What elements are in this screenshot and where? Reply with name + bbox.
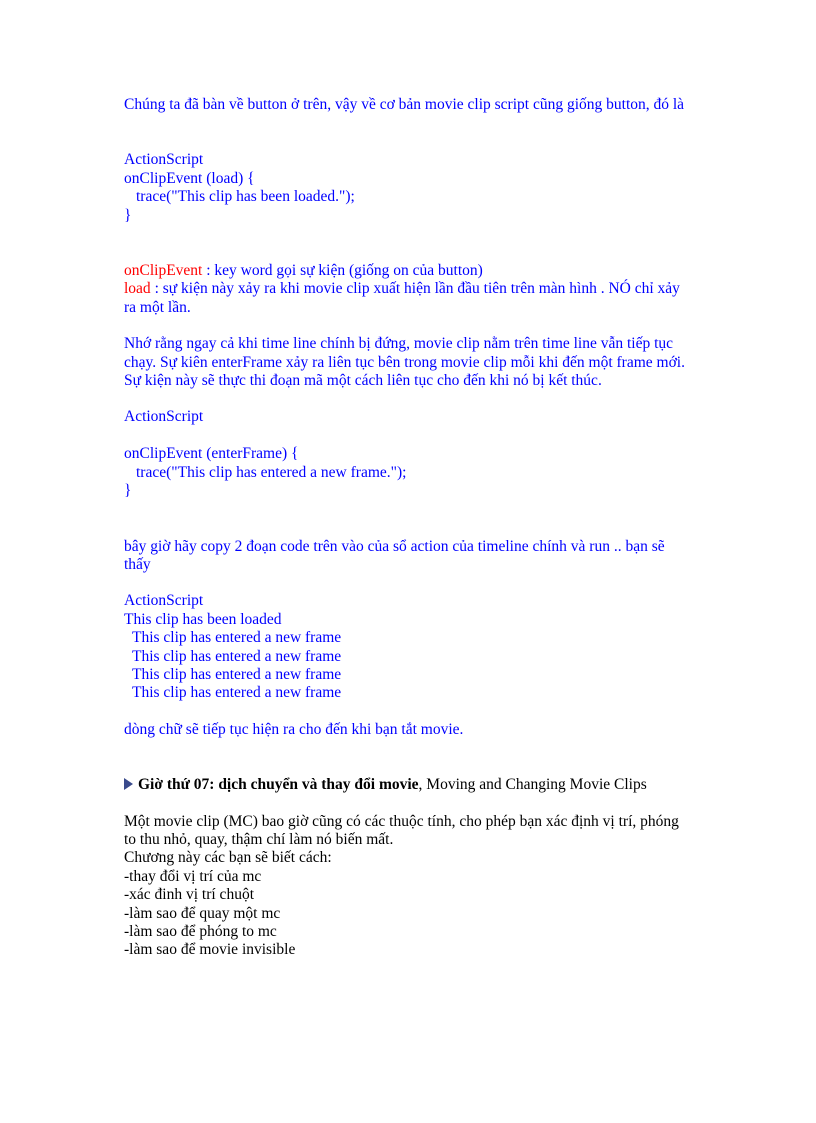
output-line: This clip has entered a new frame	[132, 647, 342, 665]
output-label: ActionScript	[124, 592, 204, 610]
output-line: This clip has entered a new frame	[132, 684, 342, 702]
definitions	[124, 262, 704, 317]
output-line: This clip has been loaded	[124, 610, 282, 628]
list-item: -làm sao để quay một mc	[124, 904, 281, 922]
desc-load: : sự kiện này xảy ra khi movie clip xuất hiện lần đầu tiên trên màn hình . NÓ chỉ xảy ra một lần.	[124, 280, 680, 316]
list-item: -xác đinh vị trí chuột	[124, 886, 254, 904]
term-load: load	[124, 280, 151, 298]
arrow-icon	[124, 778, 133, 790]
code-line: }	[124, 206, 132, 224]
output-line: This clip has entered a new frame	[132, 665, 342, 683]
term-onclipevent: onClipEvent	[124, 262, 203, 280]
copy-run-paragraph: bây giờ hãy copy 2 đoạn code trên vào của sổ action của timeline chính và run .. bạn sẽ thấy	[124, 537, 665, 573]
list-item: -làm sao để movie invisible	[124, 941, 296, 959]
section-lead: Chương này các bạn sẽ biết cách:	[124, 849, 332, 867]
code-line: onClipEvent (enterFrame) {	[124, 445, 299, 463]
code-line: trace("This clip has entered a new frame.");	[136, 463, 407, 481]
document-page	[124, 96, 704, 960]
section-heading	[124, 776, 704, 794]
output-line: This clip has entered a new frame	[132, 629, 342, 647]
code-label: ActionScript	[124, 151, 204, 169]
code-line: trace("This clip has been loaded.");	[136, 188, 355, 206]
section-intro: Một movie clip (MC) bao giờ cũng có các thuộc tính, cho phép bạn xác định vị trí, phóng to thu nhỏ, quay, thậm chí làm nó biến mất.	[124, 812, 679, 848]
code-spacer	[124, 427, 704, 445]
closing-paragraph: dòng chữ sẽ tiếp tục hiện ra cho đến khi bạn tắt movie.	[124, 720, 464, 738]
section-title-rest: , Moving and Changing Movie Clips	[418, 776, 647, 794]
code-line: }	[124, 482, 132, 500]
desc-onclipevent: : key word gọi sự kiện (giống on của button)	[202, 262, 483, 280]
list-item: -làm sao để phóng to mc	[124, 923, 277, 940]
list-item: -thay đổi vị trí của mc	[124, 867, 262, 885]
output-block	[124, 592, 704, 702]
intro-paragraph: Chúng ta đã bàn về button ở trên, vậy về cơ bản movie clip script cũng giống button, đó là	[124, 96, 685, 113]
code-block-enterframe	[124, 408, 704, 500]
code-label: ActionScript	[124, 408, 204, 426]
section-body	[124, 813, 704, 960]
enterframe-paragraph: Nhớ rằng ngay cả khi time line chính bị đứng, movie clip nằm trên time line vẫn tiếp tục chạy. Sự kiên enterFrame xảy ra liên tục bên trong movie clip mỗi khi đến một frame mới. Sự kiện này sẽ thực thi đoạn mã một cách liên tục cho đến khi nó bị kết thúc.	[124, 335, 685, 390]
definition-onclipevent	[124, 262, 704, 280]
section-title	[138, 776, 647, 794]
definition-load	[124, 280, 694, 317]
section-title-bold: Giờ thứ 07: dịch chuyển và thay đổi movie	[138, 776, 419, 794]
code-block-load	[124, 151, 704, 225]
code-line: onClipEvent (load) {	[124, 169, 255, 187]
